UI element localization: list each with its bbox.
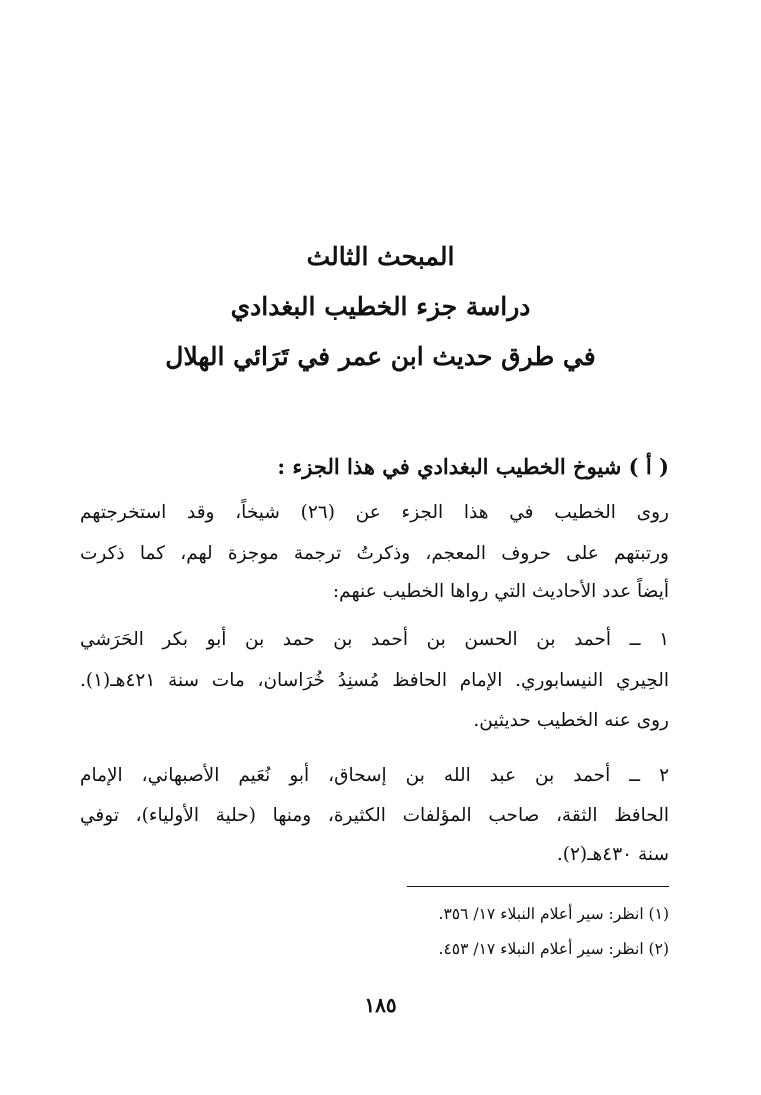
page-number: ١٨٥ — [364, 993, 397, 1017]
intro-line-3: أيضاً عدد الأحاديث التي رواها الخطيب عنهم: — [332, 581, 669, 602]
footnote-2: (٢) انظر: سير أعلام النبلاء ١٧/ ٤٥٣. — [438, 940, 669, 958]
intro-line-2: ورتبتهم على حروف المعجم، وذكرتُ ترجمة موجزة لهم، كما ذكرت — [80, 543, 669, 564]
intro-line-1: روى الخطيب في هذا الجزء عن (٢٦) شيخاً، وقد استخرجتهم — [80, 502, 669, 523]
entry-2-line-1: ٢ ــ أحمد بن عبد الله بن إسحاق، أبو نُعَيم الأصبهاني، الإمام — [80, 765, 669, 786]
entry-1-line-3: روى عنه الخطيب حديثين. — [473, 710, 669, 731]
chapter-title-line-2: دراسة جزء الخطيب البغدادي — [230, 292, 531, 321]
chapter-title-line-1: المبحث الثالث — [306, 242, 455, 271]
section-heading: ( أ ) شيوخ الخطيب البغدادي في هذا الجزء : — [277, 454, 669, 479]
entry-1-line-1: ١ ــ أحمد بن الحسن بن أحمد بن حمد بن أبو بكر الحَرَشي — [80, 629, 669, 650]
entry-2-line-3: سنة ٤٣٠هـ(٢). — [556, 844, 669, 865]
entry-1-line-2: الحِيري النيسابوري. الإمام الحافظ مُسنِدُ خُرَاسان، مات سنة ٤٢١هـ(١). — [80, 670, 669, 691]
footnote-1: (١) انظر: سير أعلام النبلاء ١٧/ ٣٥٦. — [438, 905, 669, 923]
chapter-title-line-3: في طرق حديث ابن عمر في تَرَائي الهلال — [165, 342, 596, 371]
entry-2-line-2: الحافظ الثقة، صاحب المؤلفات الكثيرة، ومنها (حلية الأولياء)، توفي — [80, 805, 669, 826]
footnote-divider — [407, 886, 669, 887]
